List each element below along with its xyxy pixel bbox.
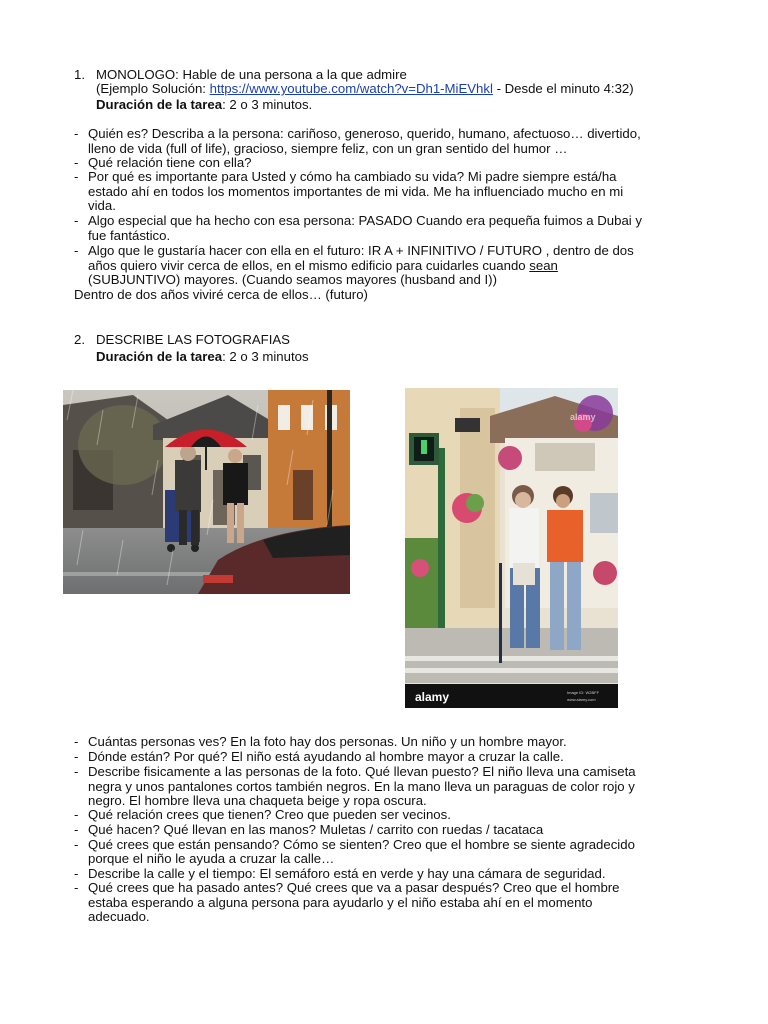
closing-line: Dentro de dos años viviré cerca de ellos… (futuro) (74, 287, 368, 302)
bullet-line: Describe fisicamente a las personas de la foto. Qué llevan puesto? El niño lleva una camiseta (88, 764, 636, 779)
example-suffix: - Desde el minuto 4:32) (492, 81, 634, 96)
bullet-line: estaba esperando a alguna persona para ayudarlo y el niño estaba ahí en el momento (88, 895, 593, 910)
bullet-line: Dónde están? Por qué? El niño está ayudando al hombre mayor a cruzar la calle. (88, 749, 564, 764)
bullet-dash: - (74, 837, 79, 852)
bullet-dash: - (74, 749, 79, 764)
bullet-line: vida. (88, 198, 116, 213)
section-1-number: 1. (74, 67, 85, 82)
bullet-line: Qué crees que ha pasado antes? Qué crees que va a pasar después? Creo que el hombre (88, 880, 620, 895)
bullet-dash: - (74, 213, 79, 228)
alamy-logo-text: alamy (415, 690, 450, 704)
bullet-line: porque el niño le ayuda a cruzar la calle… (88, 851, 335, 866)
bullet-line: Algo especial que ha hecho con esa persona: PASADO Cuando era pequeña fuimos a Dubai y (88, 213, 642, 228)
duration-line-1 (96, 98, 312, 113)
bullet-line: Quién es? Describa a la persona: cariñoso, generoso, querido, humano, afectuoso… divertido, (88, 126, 641, 141)
bullet-dash: - (74, 807, 79, 822)
example-prefix: (Ejemplo Solución: (96, 81, 210, 96)
bullet-line: adecuado. (88, 909, 150, 924)
section-1-title: MONOLOGO: Hable de una persona a la que admire (96, 67, 407, 82)
photo-crossing-women (405, 388, 618, 708)
watermark-text: alamy (570, 412, 596, 422)
bullet-line: negro. El hombre lleva una chaqueta beige y ropa oscura. (88, 793, 427, 808)
bullet-line: Qué crees que están pensando? Cómo se sienten? Creo que el hombre se siente agradecido (88, 837, 635, 852)
bullet-dash: - (74, 126, 79, 141)
example-line (96, 82, 634, 97)
bullet-line: (SUBJUNTIVO) mayores. (Cuando seamos mayores (husband and I)) (88, 272, 497, 287)
duration-line-2 (96, 350, 309, 365)
image-site-text: www.alamy.com (567, 697, 596, 702)
bullet-line: Por qué es importante para Usted y cómo ha cambiado su vida? Mi padre siempre está/ha (88, 169, 617, 184)
photo-rainy-street-drawing (63, 390, 350, 594)
duration-label: Duración de la tarea (96, 349, 223, 364)
photo-rainy-street (63, 390, 350, 594)
bullet-dash: - (74, 155, 79, 170)
bullet-dash: - (74, 880, 79, 895)
bullet-line: fue fantástico. (88, 228, 171, 243)
bullet-line: estado ahí en todos los momentos importantes de mi vida. Me ha influenciado mucho en mi (88, 184, 624, 199)
bullet-line: Describe la calle y el tiempo: El semáforo está en verde y hay una cámara de seguridad. (88, 866, 606, 881)
bullet-dash: - (74, 243, 79, 258)
bullet-line: Algo que le gustaría hacer con ella en el futuro: IR A + INFINITIVO / FUTURO , dentro de dos (88, 243, 634, 258)
underlined-word: sean (529, 258, 558, 273)
bullet-line: lleno de vida (full of life), gracioso, siempre feliz, con un gran sentido del humor … (88, 141, 568, 156)
example-link[interactable]: https://www.youtube.com/watch?v=Dh1-MiEVhkl (209, 81, 493, 96)
bullet-line: negra y unos pantalones cortos también negros. En la mano lleva un paraguas de color rojo y (88, 779, 635, 794)
duration-value: : 2 o 3 minutos (222, 349, 309, 364)
duration-label: Duración de la tarea (96, 97, 223, 112)
bullet-line: Qué relación tiene con ella? (88, 155, 252, 170)
bullet-line-text: años quiero vivir cerca de ellos, en el mismo edificio para cuidarles cuando (88, 258, 530, 273)
image-id-text: Image ID: W2BFF (567, 690, 600, 695)
bullet-dash: - (74, 866, 79, 881)
bullet-dash: - (74, 764, 79, 779)
bullet-line: Cuántas personas ves? En la foto hay dos personas. Un niño y un hombre mayor. (88, 734, 567, 749)
section-2-number: 2. (74, 332, 85, 347)
bullet-line: Qué relación crees que tienen? Creo que pueden ser vecinos. (88, 807, 451, 822)
duration-value: : 2 o 3 minutos. (222, 97, 313, 112)
photo-crossing-women-drawing (405, 388, 618, 708)
bullet-dash: - (74, 734, 79, 749)
section-2-title: DESCRIBE LAS FOTOGRAFIAS (96, 332, 290, 347)
bullet-line: Qué hacen? Qué llevan en las manos? Muletas / carrito con ruedas / tacataca (88, 822, 544, 837)
bullet-dash: - (74, 822, 79, 837)
bullet-dash: - (74, 169, 79, 184)
